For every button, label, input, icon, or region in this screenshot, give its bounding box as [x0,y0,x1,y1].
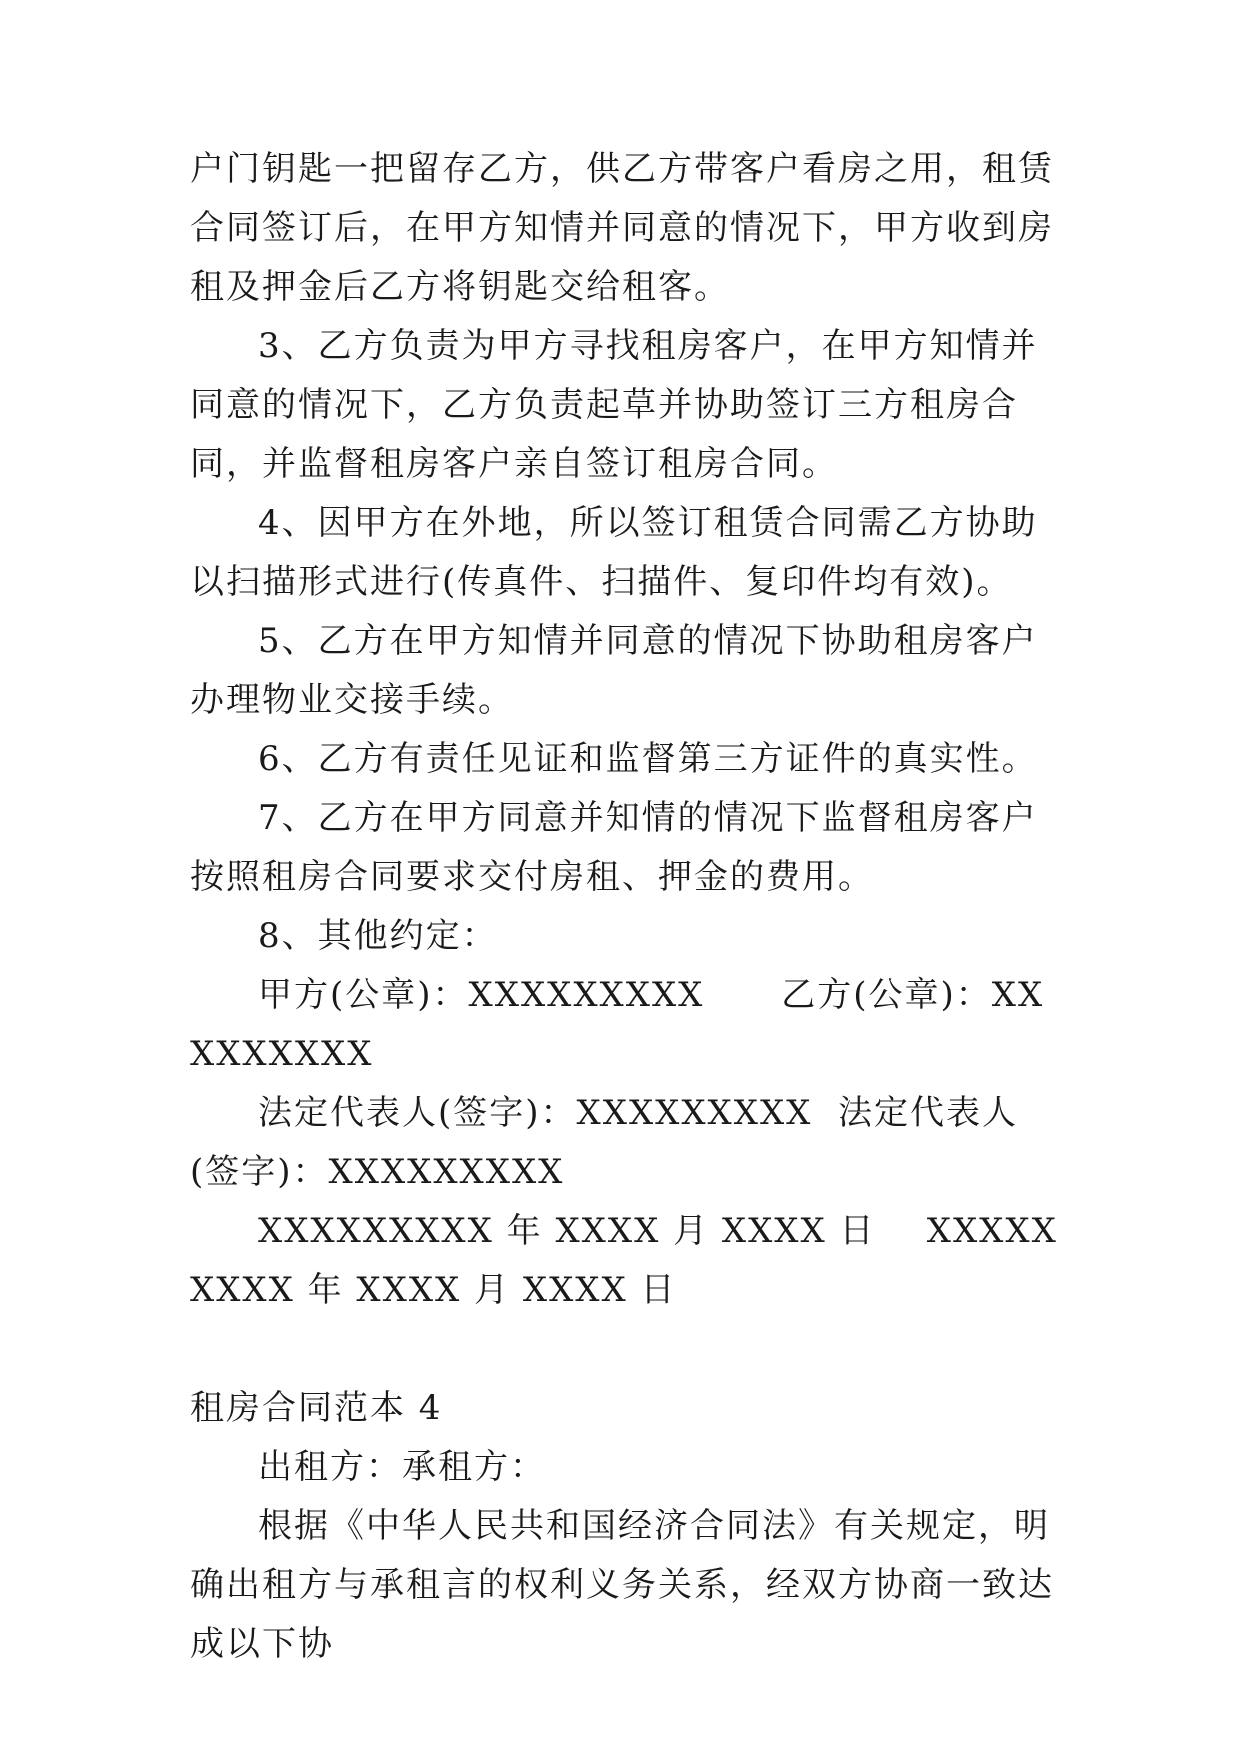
paragraph-key-handover: 户门钥匙一把留存乙方，供乙方带客户看房之用，租赁合同签订后，在甲方知情并同意的情况下，甲方收到房租及押金后乙方将钥匙交给租客。 [190,149,1054,307]
parties-line: 出租方：承租方： [258,1447,546,1487]
paragraph-clause-6: 6、乙方有责任见证和监督第三方证件的真实性。 [258,739,1038,779]
signature-dates: XXXXXXXXX 年 XXXX 月 XXXX 日 XXXXXXXXX 年 XXXX 月 XXXX 日 [190,1211,1058,1310]
signature-representatives: 法定代表人(签字)：XXXXXXXXX 法定代表人(签字)：XXXXXXXXX [190,1093,1018,1192]
document-body [190,140,1060,1674]
paragraph-clause-7: 7、乙方在甲方同意并知情的情况下监督租房客户按照租房合同要求交付房租、押金的费用。 [190,798,1038,897]
paragraph-clause-8: 8、其他约定： [258,916,498,956]
paragraph-clause-3: 3、乙方负责为甲方寻找租房客户，在甲方知情并同意的情况下，乙方负责起草并协助签订三方租房合同，并监督租房客户亲自签订租房合同。 [190,326,1038,484]
section-title: 租房合同范本 4 [190,1388,443,1428]
signature-seals: 甲方(公章)：XXXXXXXXX 乙方(公章)：XXXXXXXXX [190,975,1045,1074]
paragraph-legal-basis: 根据《中华人民共和国经济合同法》有关规定，明确出租方与承租言的权利义务关系，经双方协商一致达成以下协 [190,1506,1054,1664]
paragraph-clause-5: 5、乙方在甲方知情并同意的情况下协助租房客户办理物业交接手续。 [190,621,1038,720]
paragraph-clause-4: 4、因甲方在外地，所以签订租赁合同需乙方协助以扫描形式进行(传真件、扫描件、复印件均有效)。 [190,503,1038,602]
section-gap [190,1320,1060,1379]
